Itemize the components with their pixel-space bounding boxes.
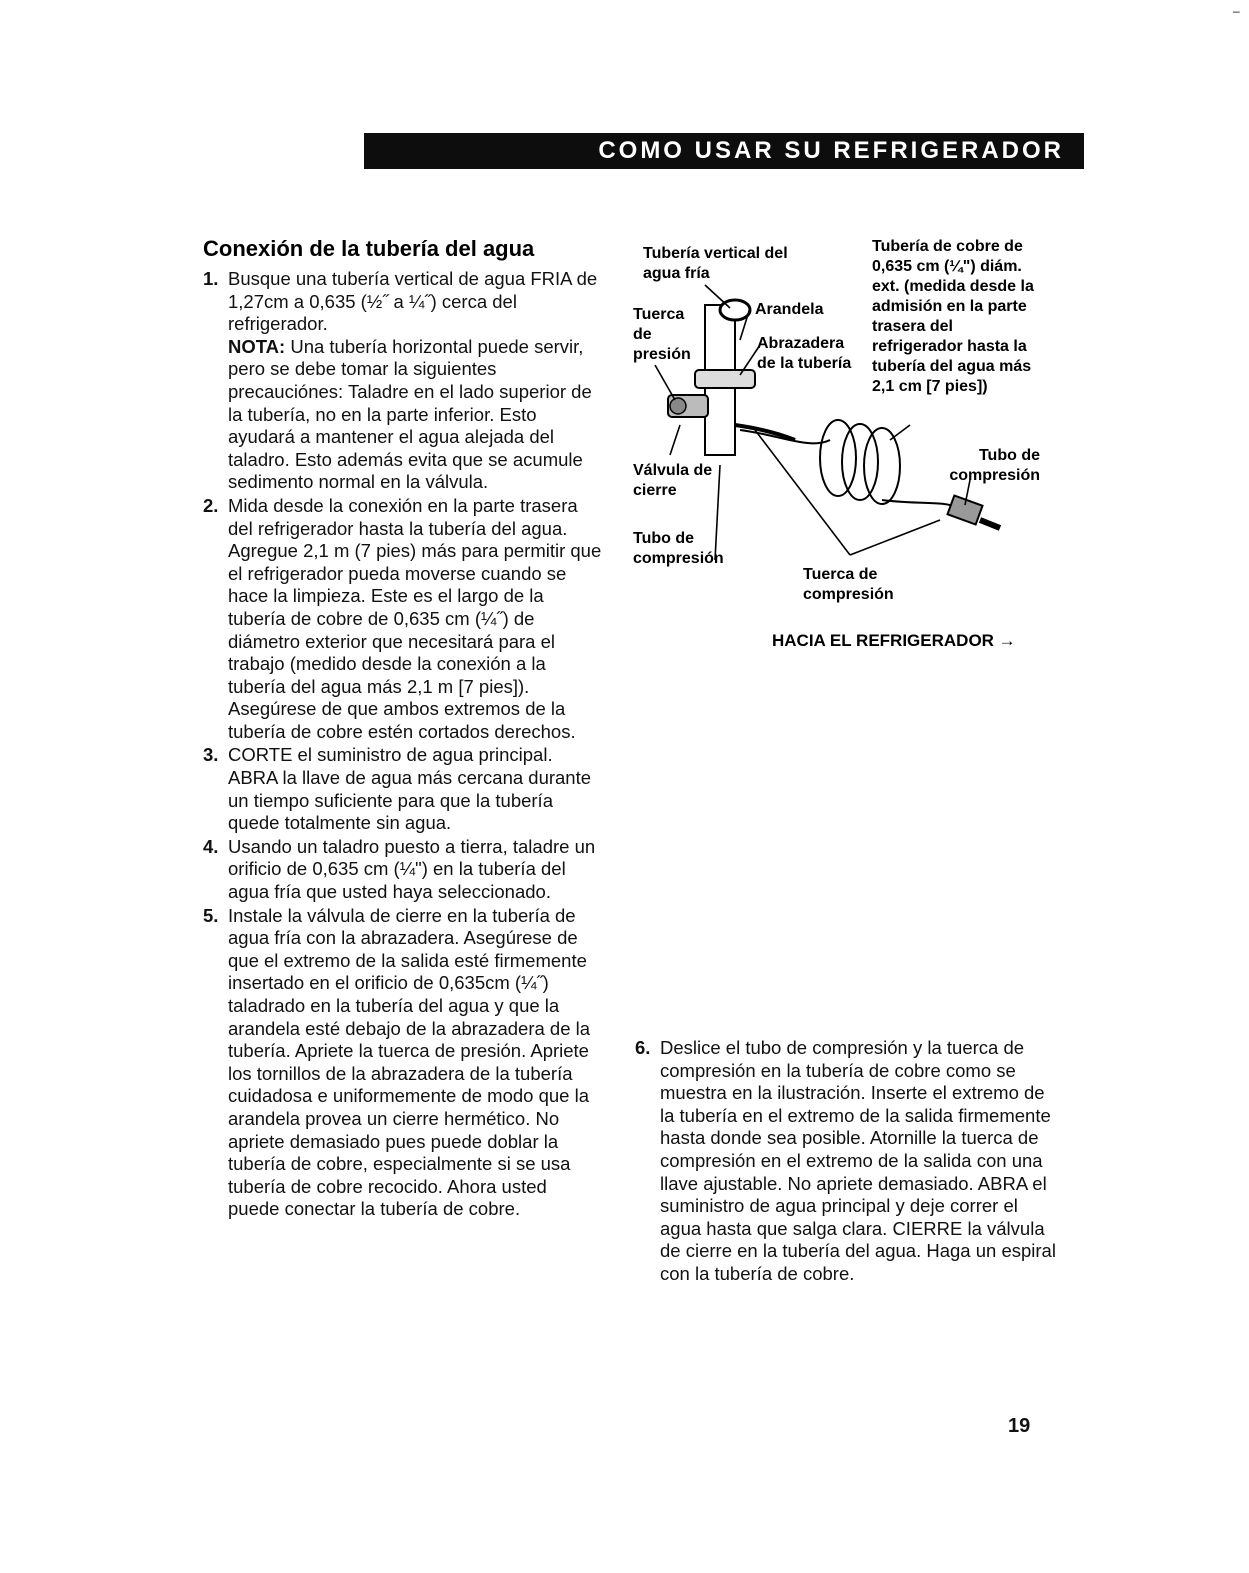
step-number: 5. xyxy=(203,904,219,926)
note-label: NOTA: xyxy=(228,335,286,357)
step-2 xyxy=(203,495,603,744)
margin-mark: – xyxy=(1233,4,1240,18)
instructions-list xyxy=(203,268,603,1222)
label-compression-nut: Tuerca de compresión xyxy=(803,566,894,603)
step-number: 6. xyxy=(635,1037,651,1058)
step-3 xyxy=(203,744,603,834)
step-4 xyxy=(203,836,603,904)
label-compression-sleeve-right: Tubo de compresión xyxy=(949,447,1040,484)
label-pressure-nut: Tuerca de presión xyxy=(633,306,691,363)
tube-end-shape xyxy=(980,520,1000,528)
step-text: Usando un taladro puesto a tierra, taladre un orificio de 0,635 cm (¼") en la tubería del agua fría que usted haya seleccionado. xyxy=(228,835,596,903)
label-shutoff-valve: Válvula de cierre xyxy=(633,462,713,499)
section-title: Conexión de la tubería del agua xyxy=(203,236,535,261)
step-1 xyxy=(203,268,603,494)
label-washer: Arandela xyxy=(755,301,824,318)
step-5 xyxy=(203,905,603,1221)
step-note xyxy=(228,336,603,494)
page-number: 19 xyxy=(1008,1415,1031,1437)
step-6 xyxy=(635,1037,1060,1286)
step-number: 4. xyxy=(203,835,219,857)
note-text: Una tubería horizontal puede servir, pero se debe tomar la siguientes precauciónes: Taladre en el lado superior de la tubería, no en la parte inferior. Esto ayudará a mantener el agua alejada del taladro. Esto además evita que se acumule sedimento normal en la válvula. xyxy=(228,335,592,493)
compression-nut-shape xyxy=(947,495,982,524)
step-number: 2. xyxy=(203,494,219,516)
step-text: Instale la válvula de cierre en la tubería de agua fría con la abrazadera. Asegúrese de que el extremo de la salida esté firmemente insertado en el orificio de 0,635cm (¼˝) taladrado en la tubería del agua y que la arandela esté debajo de la abrazadera de la tubería. Apriete la tuerca de presión. Apriete los tornillos de la abrazadera de la tubería cuidadosa e uniformemente de modo que la arandela provea un cierre hermético. No apriete demasiado pues puede doblar la tubería de cobre, especialmente si se usa tubería de cobre recocido. Ahora usted puede conectar la tubería de cobre. xyxy=(228,904,591,1220)
label-to-refrigerator: HACIA EL REFRIGERADOR → xyxy=(772,631,1016,650)
step-number: 1. xyxy=(203,268,219,289)
section-header-bar: COMO USAR SU REFRIGERADOR xyxy=(364,133,1084,169)
step-text: Deslice el tubo de compresión y la tuerca de compresión en la tubería de cobre como se muestra en la ilustración. Inserte el extremo de la tubería en el extremo de la salida firmemente hasta donde sea posible. Atornille la tuerca de compresión en el extremo de la salida con una llave ajustable. No apriete demasiado. ABRA el suministro de agua principal y deje correr el agua hasta que salga clara. CIERRE la válvula de cierre en la tubería del agua. Haga un espiral con la tubería de cobre. xyxy=(660,1037,1056,1284)
step-text: CORTE el suministro de agua principal. ABRA la llave de agua más cercana durante un tiempo suficiente para que la tubería quede totalmente sin agua. xyxy=(228,744,592,834)
step-number: 3. xyxy=(203,744,219,766)
label-vertical-pipe: Tubería vertical del agua fría xyxy=(643,245,788,282)
valve-handle-shape xyxy=(670,398,686,414)
label-copper-tubing: Tubería de cobre de 0,635 cm (¼") diám. ext. (medida desde la admisión en la parte trasera del refrigerador hasta la tubería del agua más 2,1 cm [7 pies]) xyxy=(872,238,1034,395)
outlet-tube-shape xyxy=(735,425,795,440)
pipe-clamp-shape xyxy=(695,370,755,388)
label-pipe-clamp: Abrazadera de la tubería xyxy=(757,335,852,372)
label-compression-sleeve-left: Tubo de compresión xyxy=(633,530,724,567)
step-text: Mida desde la conexión en la parte trasera del refrigerador hasta la tubería del agua. Agregue 2,1 m (7 pies) más para permitir que el refrigerador pueda moverse cuando se hace la limpieza. Este es el largo de la tubería de cobre de 0,635 cm (¼˝) de diámetro exterior que necesitará para el trabajo (medido desde la conexión a la tubería del agua más 2,1 m [7 pies]). Asegúrese de que ambos extremos de la tubería de cobre estén cortados derechos. xyxy=(228,494,602,742)
step-text: Busque una tubería vertical de agua FRIA de 1,27cm a 0,635 (½˝ a ¼˝) cerca del refrigerador. xyxy=(228,268,598,335)
